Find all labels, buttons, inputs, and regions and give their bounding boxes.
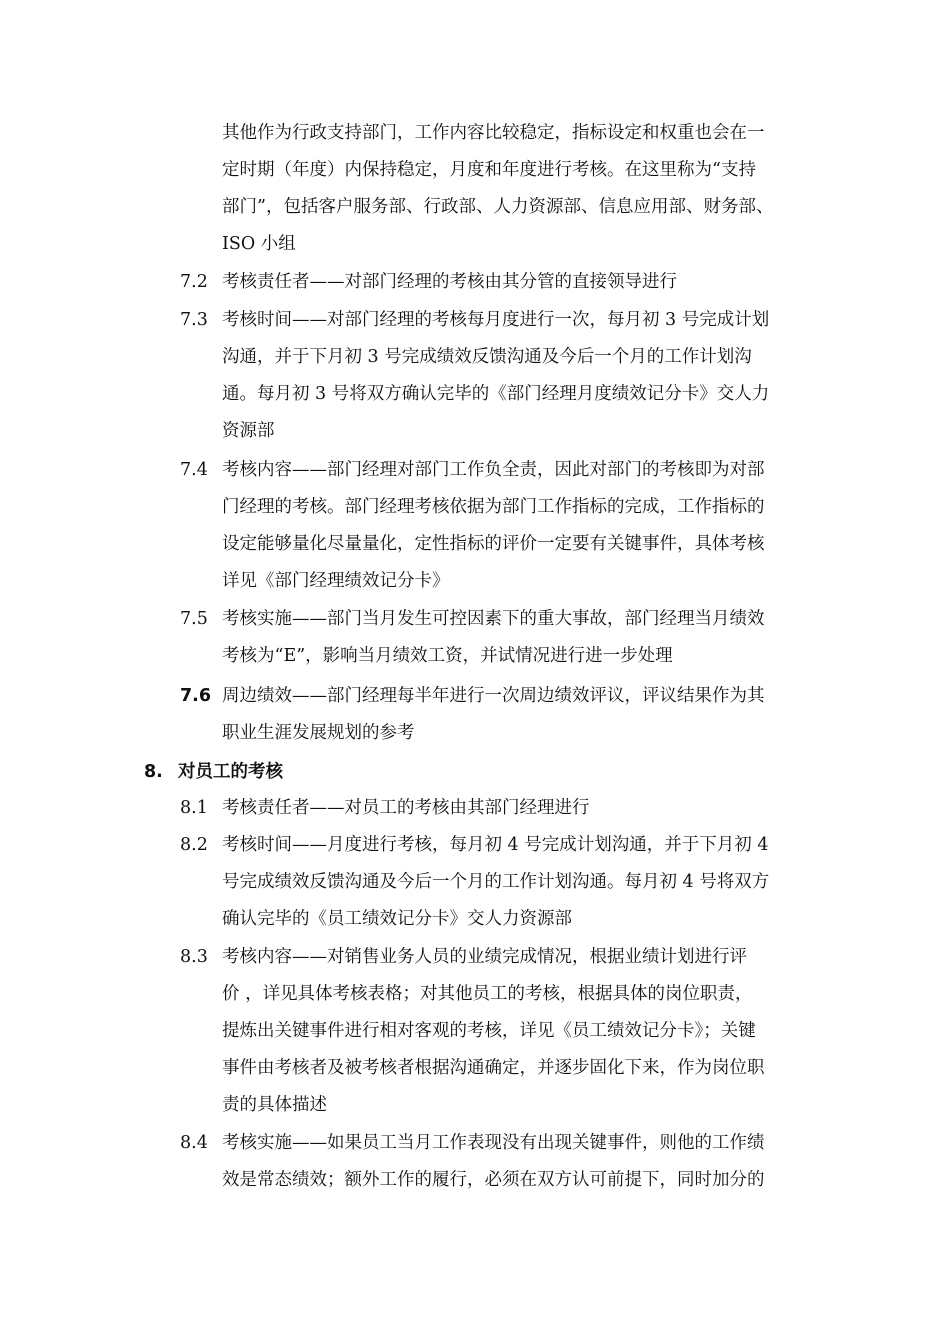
item-number: 7.3: [180, 310, 208, 330]
item-line: 考核内容——部门经理对部门工作负全责，因此对部门的考核即为对部: [222, 460, 765, 480]
item-line: 考核时间——对部门经理的考核每月度进行一次，每月初 3 号完成计划: [222, 310, 770, 330]
intro-line: 定时期（年度）内保持稳定，月度和年度进行考核。在这里称为“支持: [222, 160, 756, 180]
item-line: 考核实施——部门当月发生可控因素下的重大事故，部门经理当月绩效: [222, 609, 765, 629]
item-line: 通。每月初 3 号将双方确认完毕的《部门经理月度绩效记分卡》交人力: [222, 384, 770, 404]
item-line: 效是常态绩效；额外工作的履行，必须在双方认可前提下，同时加分的: [222, 1170, 765, 1190]
intro-line: ISO 小组: [222, 234, 296, 254]
item-line: 考核实施——如果员工当月工作表现没有出现关键事件，则他的工作绩: [222, 1133, 765, 1153]
item-number: 7.2: [180, 272, 208, 292]
section-number: 8.: [144, 762, 163, 782]
item-line: 周边绩效——部门经理每半年进行一次周边绩效评议，评议结果作为其: [222, 686, 765, 706]
item-number: 7.5: [180, 609, 208, 629]
item-line: 提炼出关键事件进行相对客观的考核，详见《员工绩效记分卡》；关键: [222, 1021, 756, 1041]
item-line: 设定能够量化尽量量化，定性指标的评价一定要有关键事件，具体考核: [222, 534, 765, 554]
item-line: 考核时间——月度进行考核，每月初 4 号完成计划沟通，并于下月初 4: [222, 835, 769, 855]
item-line: 事件由考核者及被考核者根据沟通确定，并逐步固化下来，作为岗位职: [222, 1058, 765, 1078]
section-title: 对员工的考核: [178, 762, 283, 782]
item-number: 8.1: [180, 798, 208, 818]
item-line: 考核为“E”，影响当月绩效工资，并试情况进行进一步处理: [222, 646, 673, 666]
item-line: 资源部: [222, 421, 275, 441]
item-number: 7.4: [180, 460, 208, 480]
item-line: 责的具体描述: [222, 1095, 327, 1115]
item-number: 8.4: [180, 1133, 208, 1153]
item-line: 详见《部门经理绩效记分卡》: [222, 571, 450, 591]
item-line: 考核责任者——对部门经理的考核由其分管的直接领导进行: [222, 272, 677, 292]
item-line: 职业生涯发展规划的参考: [222, 723, 415, 743]
item-line: 号完成绩效反馈沟通及今后一个月的工作计划沟通。每月初 4 号将双方: [222, 872, 770, 892]
intro-line: 部门”，包括客户服务部、行政部、人力资源部、信息应用部、财务部、: [222, 197, 774, 217]
item-line: 沟通，并于下月初 3 号完成绩效反馈沟通及今后一个月的工作计划沟: [222, 347, 752, 367]
item-line: 考核内容——对销售业务人员的业绩完成情况，根据业绩计划进行评: [222, 947, 747, 967]
item-number: 8.2: [180, 835, 208, 855]
item-line: 确认完毕的《员工绩效记分卡》交人力资源部: [222, 909, 572, 929]
item-line: 考核责任者——对员工的考核由其部门经理进行: [222, 798, 590, 818]
item-line: 门经理的考核。部门经理考核依据为部门工作指标的完成，工作指标的: [222, 497, 765, 517]
item-number: 7.6: [180, 686, 212, 706]
item-number: 8.3: [180, 947, 208, 967]
item-line: 价 ，详见具体考核表格；对其他员工的考核，根据具体的岗位职责，: [222, 984, 753, 1004]
intro-line: 其他作为行政支持部门，工作内容比较稳定，指标设定和权重也会在一: [222, 123, 765, 143]
